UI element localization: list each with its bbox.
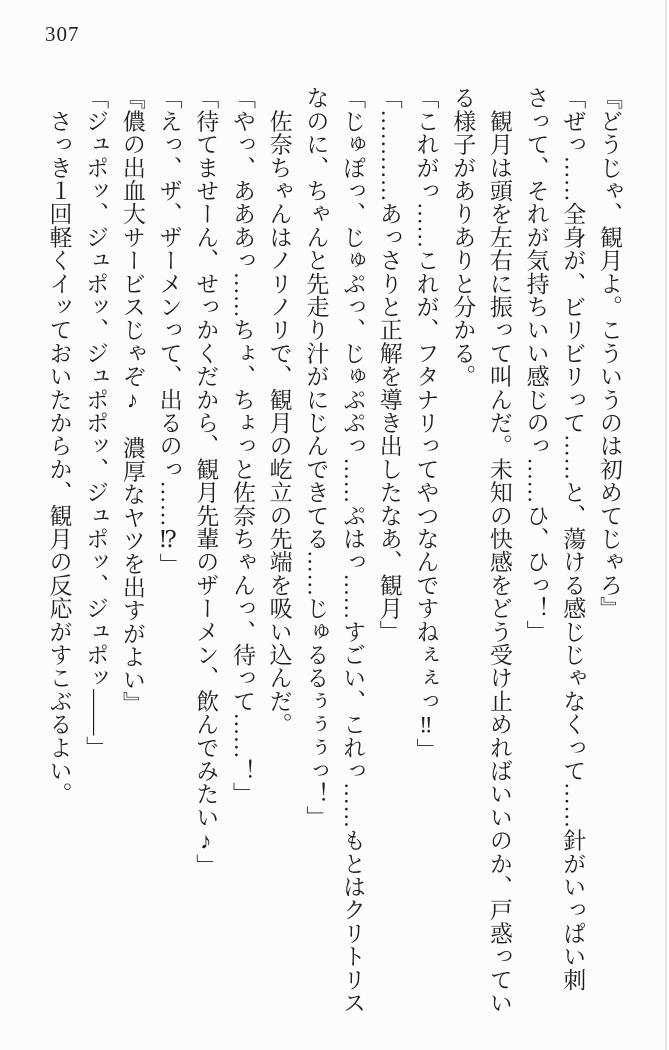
text-column: 「ジュポッ、ジュポッ、ジュポポッ、ジュポッ、ジュポッ――」	[83, 86, 109, 759]
text-column: 「じゅぽっ、じゅぷっ、じゅぷぷっ……ぷはっ……すごい、これっ……もとはクリトリス	[340, 86, 366, 1014]
text-column: る様子がありありと分かる。	[450, 86, 476, 388]
text-column: 「えっ、ザ、ザーメンって、出るのっ……⁉」	[156, 86, 182, 577]
text-column: 『儂の出血大サービスじゃぞ♪ 濃厚なヤツを出すがよい』	[119, 86, 145, 715]
text-column: 佐奈ちゃんはノリノリで、観月の屹立の先端を吸い込んだ。	[266, 86, 292, 736]
text-column: さって、それが気持ちいい感じのっ……ひ、ひっ！」	[523, 86, 549, 643]
text-column: 「やっ、あああっ……ちょ、ちょっと佐奈ちゃんっ、待って……！」	[229, 86, 255, 806]
text-column: なのに、ちゃんと先走り汁がにじんできてる……じゅるるぅぅぅっ！」	[303, 86, 329, 829]
text-column: 「ぜっ……全身が、ビリビリって……と、蕩ける感じじゃなくって……針がいっぱい刺	[560, 86, 586, 991]
vertical-text-block	[39, 86, 627, 1024]
text-column: 「…………あっさりと正解を導き出したなあ、観月」	[376, 86, 402, 643]
text-column: 「これがっ……これが、フタナリってやつなんですねぇぇっ‼」	[413, 86, 439, 761]
text-column: 『どうじゃ、観月よ。こういうのは初めてじゃろ』	[597, 86, 622, 620]
text-column: さっき１回軽くイッておいたからか、観月の反応がすこぶるよい。	[46, 86, 72, 806]
text-column: 「待てませーん、せっかくだから、観月先輩のザーメン、飲んでみたい♪」	[193, 86, 219, 877]
page-number: 307	[45, 22, 80, 46]
text-column: 観月は頭を左右に振って叫んだ。未知の快感をどう受け止めればいいのか、戸惑ってい	[486, 86, 512, 1014]
